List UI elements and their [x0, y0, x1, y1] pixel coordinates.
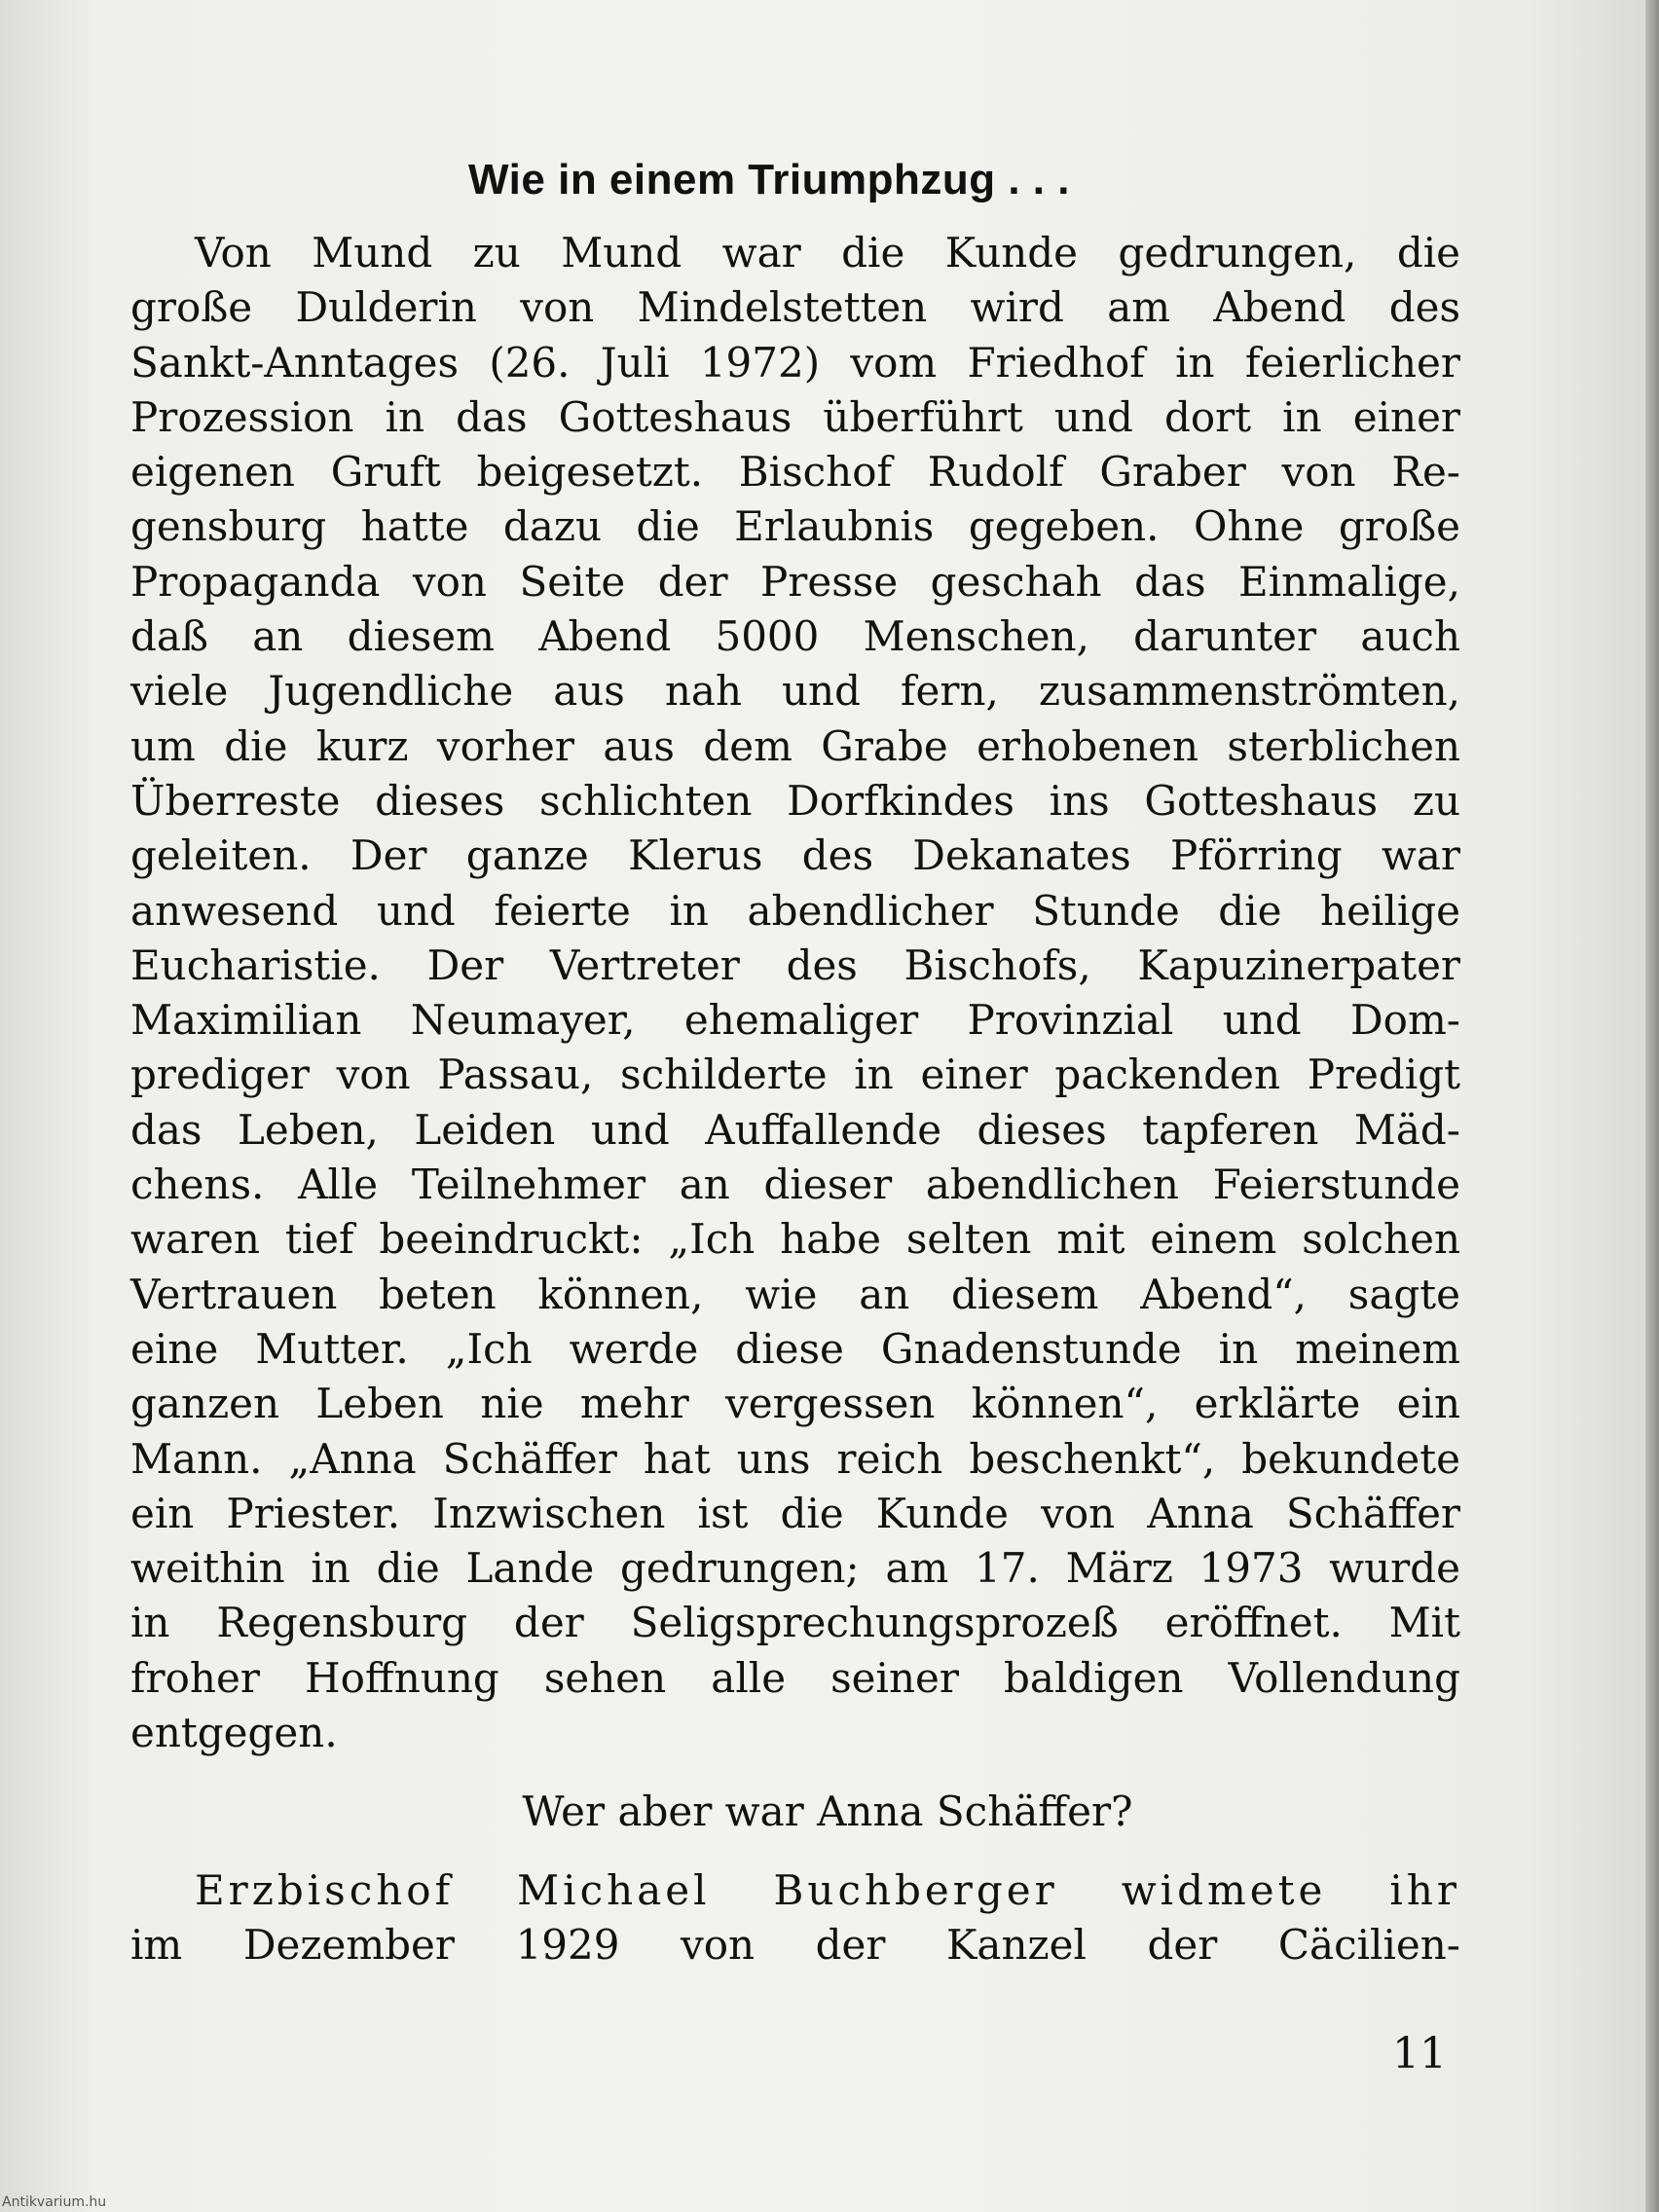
paragraph-line: weithin in die Lande gedrungen; am 17. März 1973 wurde — [130, 1544, 1460, 1593]
paragraph-line: anwesend und feierte in abendlicher Stunde die heilige — [130, 886, 1460, 935]
paragraph-line: prediger von Passau, schilderte in einer packenden Predigt — [130, 1051, 1460, 1099]
paragraph-line: daß an diesem Abend 5000 Menschen, darunter auch — [130, 612, 1460, 661]
paragraph-line: chens. Alle Teilnehmer an dieser abendlichen Feierstunde — [130, 1161, 1460, 1209]
paragraph-line: waren tief beeindruckt: „Ich habe selten mit einem solchen — [130, 1215, 1460, 1264]
paragraph-line: große Dulderin von Mindelstetten wird am Abend des — [130, 283, 1460, 332]
paragraph-line: um die kurz vorher aus dem Grabe erhobenen sterblichen — [130, 721, 1460, 770]
paragraph-line: gensburg hatte dazu die Erlaubnis gegeben. Ohne große — [130, 502, 1460, 551]
paragraph-line: geleiten. Der ganze Klerus des Dekanates Pförring war — [130, 831, 1460, 880]
subheading: Wer aber war Anna Schäffer? — [522, 1788, 1133, 1835]
page-edge — [1645, 0, 1659, 2212]
paragraph-line: Erzbischof Michael Buchberger widmete ihr — [195, 1866, 1460, 1914]
paragraph-line: ein Priester. Inzwischen ist die Kunde von Anna Schäffer — [130, 1489, 1460, 1537]
paragraph-line: in Regensburg der Seligsprechungsprozeß eröffnet. Mit — [130, 1599, 1460, 1647]
paragraph-line: froher Hoffnung sehen alle seiner baldigen Vollendung — [130, 1653, 1460, 1702]
paragraph-line: entgegen. — [130, 1709, 338, 1757]
paragraph-line: Überreste dieses schlichten Dorfkindes ins Gotteshaus zu — [130, 776, 1460, 825]
paragraph-line: Eucharistie. Der Vertreter des Bischofs, Kapuzinerpater — [130, 940, 1460, 989]
paragraph-line: Sankt-Anntages (26. Juli 1972) vom Friedhof in feierlicher — [130, 338, 1460, 387]
second-paragraph — [130, 1863, 1460, 1972]
paragraph-line: Von Mund zu Mund war die Kunde gedrungen, die — [195, 229, 1460, 276]
watermark: Antikvarium.hu — [2, 2194, 107, 2210]
section-title: Wie in einem Triumphzug . . . — [468, 156, 1070, 203]
paragraph-line: Propaganda von Seite der Presse geschah das Einmalige, — [130, 557, 1460, 606]
paragraph-line: Mann. „Anna Schäffer hat uns reich beschenkt“, bekundete — [130, 1434, 1460, 1483]
main-paragraph — [130, 226, 1460, 1760]
paragraph-line: eine Mutter. „Ich werde diese Gnadenstunde in meinem — [130, 1324, 1460, 1373]
paragraph-line: eigenen Gruft beigesetzt. Bischof Rudolf Graber von Re- — [130, 448, 1460, 497]
page-number: 11 — [1392, 2029, 1447, 2079]
paragraph-line: Prozession in das Gotteshaus überführt und dort in einer — [130, 392, 1460, 441]
paragraph-line: Maximilian Neumayer, ehemaliger Provinzial und Dom- — [130, 996, 1460, 1045]
paragraph-line: im Dezember 1929 von der Kanzel der Cäcilien- — [130, 1921, 1460, 1969]
paragraph-line: Vertrauen beten können, wie an diesem Abend“, sagte — [130, 1270, 1460, 1318]
paragraph-line: viele Jugendliche aus nah und fern, zusammenströmten, — [130, 667, 1460, 716]
paragraph-line: das Leben, Leiden und Auffallende dieses tapferen Mäd- — [130, 1105, 1460, 1154]
paragraph-line: ganzen Leben nie mehr vergessen können“, erklärte ein — [130, 1380, 1460, 1428]
